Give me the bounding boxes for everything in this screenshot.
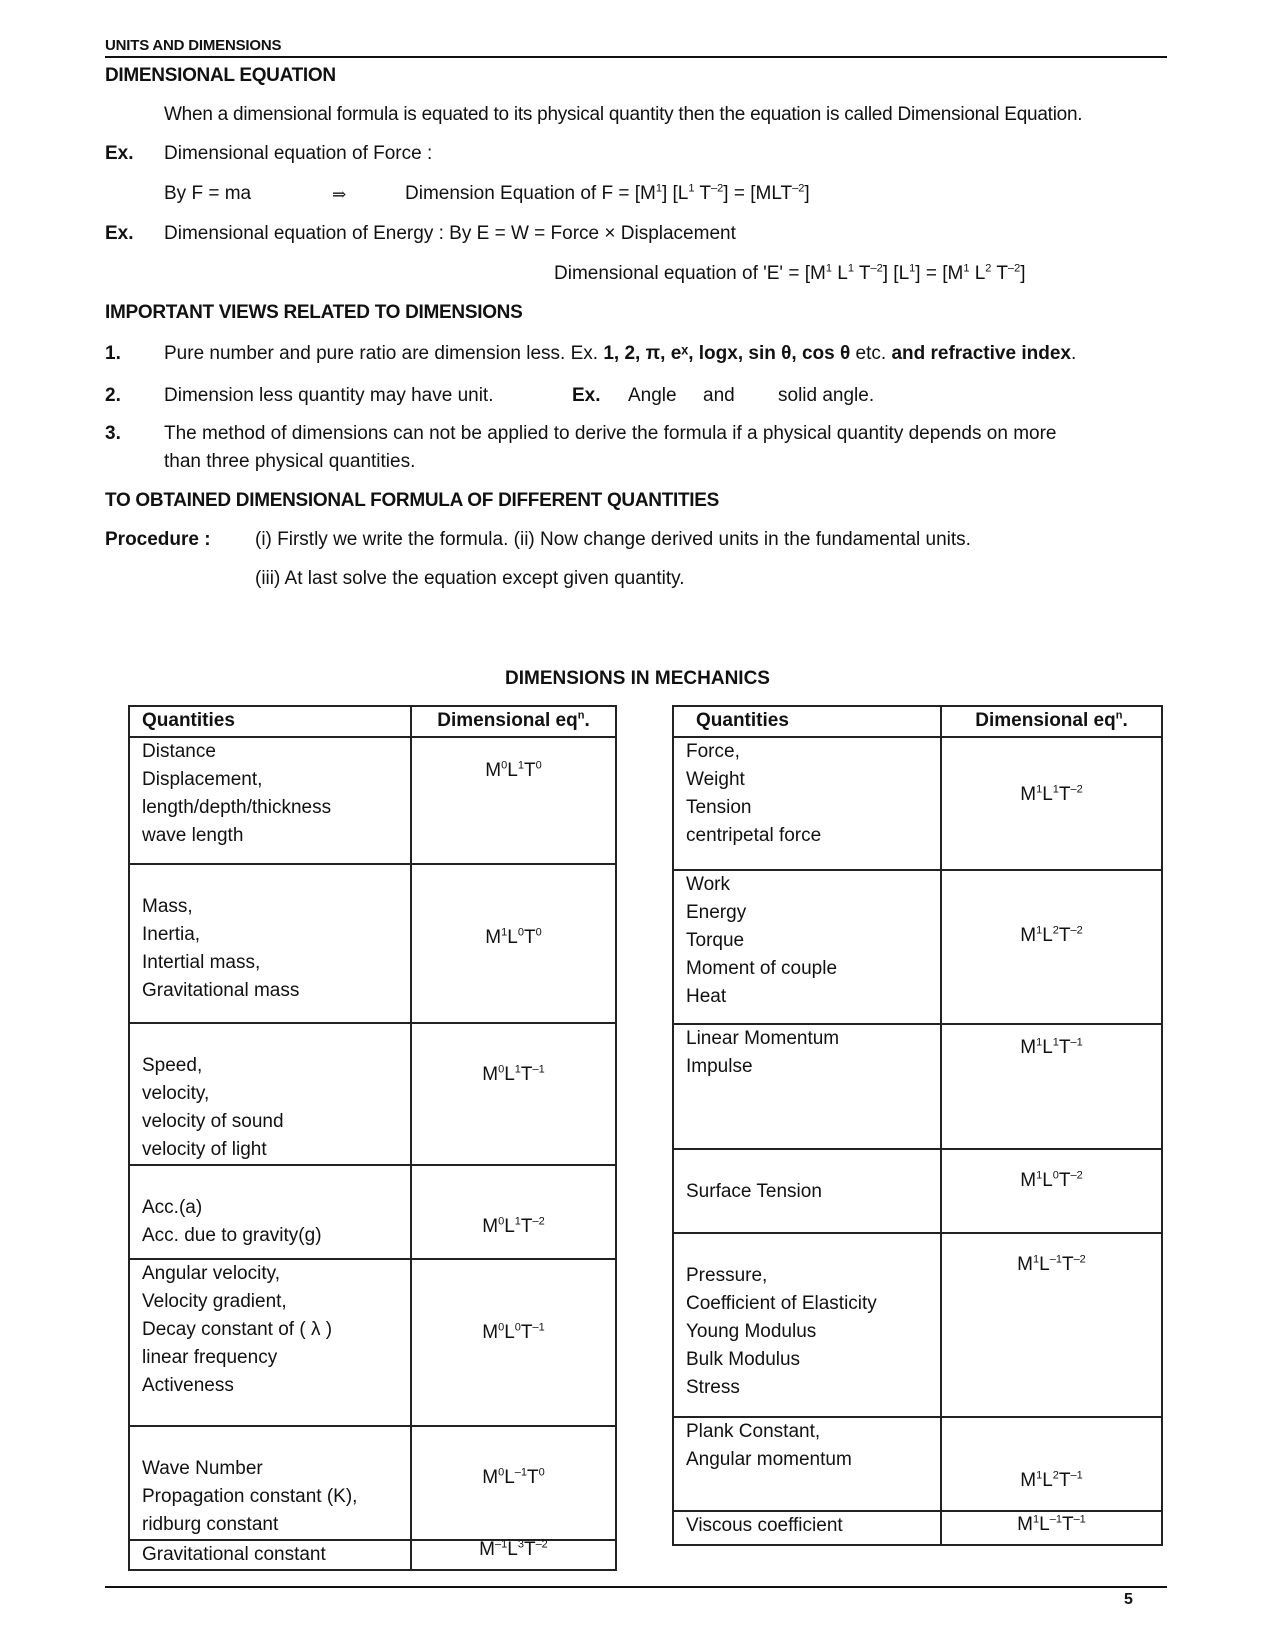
example-1-title: Dimensional equation of Force : <box>164 143 433 164</box>
list-number-1: 1. <box>105 343 121 364</box>
quantities-cell <box>673 870 941 1024</box>
example-label-1: Ex. <box>105 143 134 164</box>
exponent-l: 0 <box>1052 1169 1059 1182</box>
exponent-t: –2 <box>535 1538 548 1551</box>
exponent-l: –1 <box>1049 1253 1062 1266</box>
exponent-m: 0 <box>498 1321 505 1334</box>
quantities-cell <box>673 737 941 870</box>
quantity-name <box>142 1024 410 1052</box>
exponent-m: 0 <box>501 759 508 772</box>
section-heading-dimensional-equation: DIMENSIONAL EQUATION <box>105 65 336 86</box>
quantity-name: velocity of sound <box>142 1111 284 1132</box>
dimensional-formula: $M^1L^0T^0$ <box>485 926 542 948</box>
quantity-name: Surface Tension <box>686 1181 822 1202</box>
footer-rule <box>105 1586 1167 1588</box>
exponent-l: 1 <box>514 1063 521 1076</box>
dimensional-formula-cell <box>941 870 1162 1024</box>
table-row <box>129 1259 616 1426</box>
dimensional-formula-cell <box>411 1023 616 1165</box>
quantity-name: length/depth/thickness <box>142 797 332 818</box>
quantity-name: Angular velocity, <box>142 1263 280 1284</box>
exponent-t: –1 <box>1073 1513 1086 1526</box>
list-item-2-ex-label: Ex. <box>572 385 601 406</box>
running-header-title: UNITS AND DIMENSIONS <box>105 37 282 54</box>
quantity-name: Torque <box>686 930 745 951</box>
exponent-m: 1 <box>1036 1169 1043 1182</box>
exponent-m: 1 <box>1033 1253 1040 1266</box>
list-number-3: 3. <box>105 423 121 444</box>
exponent-m: 1 <box>1036 924 1043 937</box>
dimensional-formula-cell <box>941 1233 1162 1417</box>
section-heading-obtain-formula: TO OBTAINED DIMENSIONAL FORMULA OF DIFFERENT QUANTITIES <box>105 490 720 511</box>
quantity-name: Viscous coefficient <box>686 1515 843 1536</box>
column-header-dimensional-eq: Dimensional $eq^n$. <box>941 706 1162 737</box>
exponent-m: 1 <box>501 926 508 939</box>
list-item-1: Pure number and pure ratio are dimension less. Ex. 1, 2, π, eˣ, logx, sin θ, cos θ etc. and refractive index. <box>164 343 1077 364</box>
table-row <box>129 864 616 1023</box>
example-1-by: By F = ma <box>164 183 252 204</box>
example-label-2: Ex. <box>105 223 134 244</box>
quantity-name: ridburg constant <box>142 1514 279 1535</box>
exponent-l: 1 <box>1052 1036 1059 1049</box>
list-item-2-ex-solid-angle: solid angle. <box>778 385 875 406</box>
exponent-t: –2 <box>1070 1169 1083 1182</box>
dimensions-table-left <box>128 705 617 1571</box>
quantity-name <box>686 1150 940 1178</box>
exponent-t: –2 <box>532 1215 545 1228</box>
table-row <box>673 1511 1162 1545</box>
exponent-m: 1 <box>1036 1036 1043 1049</box>
dimensional-formula: $M^0L^1T^{-2}$ <box>482 1215 545 1237</box>
quantity-name: linear frequency <box>142 1347 278 1368</box>
dimensions-table-right <box>672 705 1163 1546</box>
definition-text: When a dimensional formula is equated to its physical quantity then the equation is called Dimensional Equation. <box>164 104 1083 125</box>
column-header-quantities: Quantities <box>129 706 411 737</box>
quantity-name: Velocity gradient, <box>142 1291 287 1312</box>
column-header-dimensional-eq: Dimensional $eq^n$. <box>411 706 616 737</box>
table-row <box>673 870 1162 1024</box>
quantity-name: Plank Constant, <box>686 1421 821 1442</box>
header-rule <box>105 56 1167 58</box>
quantity-name: wave length <box>142 825 244 846</box>
quantities-cell <box>129 1259 411 1426</box>
quantity-name: Impulse <box>686 1056 753 1077</box>
exponent-t: –1 <box>532 1063 545 1076</box>
quantity-name <box>142 1166 410 1194</box>
exponent-l: 0 <box>517 926 524 939</box>
list-item-2-ex-angle: Angle <box>628 385 677 406</box>
quantities-cell <box>673 1149 941 1233</box>
dimensional-formula-cell <box>941 737 1162 870</box>
table-row <box>673 1024 1162 1149</box>
quantity-name <box>142 865 410 893</box>
exponent-m: 0 <box>498 1063 505 1076</box>
quantities-cell <box>129 1165 411 1259</box>
list-item-3-line-2: than three physical quantities. <box>164 451 416 472</box>
quantity-name <box>142 1427 410 1455</box>
exponent-m: 0 <box>498 1466 505 1479</box>
quantities-cell <box>129 737 411 864</box>
quantities-cell <box>129 1426 411 1540</box>
list-item-2-ex-and: and <box>703 385 735 406</box>
list-item-3-line-1: The method of dimensions can not be applied to derive the formula if a physical quantity depends on more <box>164 423 1057 444</box>
column-header-quantities: Quantities <box>673 706 941 737</box>
quantities-cell <box>129 1540 411 1570</box>
table-row <box>129 1540 616 1570</box>
section-heading-important-views: IMPORTANT VIEWS RELATED TO DIMENSIONS <box>105 302 523 323</box>
dimensional-formula: $M^1L^{-1}T^{-2}$ <box>1017 1253 1086 1275</box>
dimensional-formula-cell <box>941 1024 1162 1149</box>
exponent-m: 1 <box>1033 1513 1040 1526</box>
dimensional-formula: $M^1L^0T^{-2}$ <box>1020 1169 1083 1191</box>
exponent-l: 3 <box>517 1538 524 1551</box>
example-1-equation: Dimension Equation of $F = [M^1]$ [$L^1$ $T^{-2}] = [MLT^{-2}]$ <box>405 182 810 204</box>
quantity-name: Mass, <box>142 896 193 917</box>
quantity-name: Propagation constant (K), <box>142 1486 358 1507</box>
dimensional-formula: $M^0L^{-1}T^0$ <box>482 1466 545 1488</box>
exponent-t: –1 <box>1070 1469 1083 1482</box>
quantity-name: Acc. due to gravity(g) <box>142 1225 322 1246</box>
table-row <box>673 737 1162 870</box>
quantity-name <box>686 1234 940 1262</box>
quantity-name: Gravitational mass <box>142 980 300 1001</box>
quantity-name: Activeness <box>142 1375 234 1396</box>
exponent-m: 0 <box>498 1215 505 1228</box>
dimensional-formula-cell <box>411 864 616 1023</box>
exponent-l: 1 <box>1052 783 1059 796</box>
implies-arrow-icon: ⇒ <box>332 185 347 205</box>
table-row <box>673 1149 1162 1233</box>
quantity-name: centripetal force <box>686 825 822 846</box>
quantity-name: Tension <box>686 797 752 818</box>
dimensional-formula: $M^1L^2T^{-1}$ <box>1020 1469 1083 1491</box>
quantity-name: Bulk Modulus <box>686 1349 801 1370</box>
table-title: DIMENSIONS IN MECHANICS <box>505 668 770 689</box>
exponent-m: –1 <box>495 1538 508 1551</box>
quantity-name: Decay constant of ( λ ) <box>142 1319 333 1340</box>
quantity-name: Angular momentum <box>686 1449 852 1470</box>
dimensional-formula-cell <box>411 1165 616 1259</box>
quantity-name: Intertial mass, <box>142 952 261 973</box>
quantity-name: Energy <box>686 902 747 923</box>
quantity-name: Heat <box>686 986 727 1007</box>
table-row <box>673 1417 1162 1511</box>
dimensional-formula: $M^1L^{-1}T^{-1}$ <box>1017 1513 1086 1535</box>
quantities-cell <box>673 1233 941 1417</box>
quantity-name: Force, <box>686 741 740 762</box>
quantity-name: Stress <box>686 1377 740 1398</box>
example-2-title: Dimensional equation of Energy : By E = W = Force × Displacement <box>164 223 736 244</box>
exponent-t: 0 <box>535 759 542 772</box>
page-number: 5 <box>1124 1591 1133 1608</box>
quantity-name: Inertia, <box>142 924 201 945</box>
procedure-step-line-2: (iii) At last solve the equation except given quantity. <box>255 568 685 589</box>
list-number-2: 2. <box>105 385 121 406</box>
table-header-row <box>129 706 616 737</box>
quantity-name: Pressure, <box>686 1265 768 1286</box>
dimensional-formula-cell <box>941 1417 1162 1511</box>
quantity-name: Gravitational constant <box>142 1544 326 1565</box>
quantity-name: Coefficient of Elasticity <box>686 1293 877 1314</box>
table-header-row <box>673 706 1162 737</box>
quantity-name: Speed, <box>142 1055 203 1076</box>
exponent-l: 2 <box>1052 1469 1059 1482</box>
exponent-t: –1 <box>532 1321 545 1334</box>
exponent-l: 2 <box>1052 924 1059 937</box>
dimensional-formula: $M^1L^2T^{-2}$ <box>1020 924 1083 946</box>
dimensional-formula-cell <box>411 1426 616 1540</box>
example-2-equation: Dimensional equation of '$E' = [M^1$ $L^1$ $T^{-2}$] $[L^1] = [M^1$ $L^2$ $T^{-2}$] <box>554 262 1026 284</box>
dimensional-formula: $M^1L^1T^{-1}$ <box>1020 1036 1083 1058</box>
exponent-t: 0 <box>535 926 542 939</box>
exponent-t: 0 <box>538 1466 545 1479</box>
quantity-name: Moment of couple <box>686 958 838 979</box>
exponent-t: –2 <box>1070 783 1083 796</box>
exponent-m: 1 <box>1036 1469 1043 1482</box>
table-row <box>673 1233 1162 1417</box>
procedure-label: Procedure : <box>105 529 211 550</box>
quantities-cell <box>129 1023 411 1165</box>
table-row <box>129 737 616 864</box>
list-item-2-text: Dimension less quantity may have unit. <box>164 385 494 406</box>
dimensional-formula-cell <box>411 737 616 864</box>
quantities-cell <box>129 864 411 1023</box>
exponent-l: 1 <box>517 759 524 772</box>
quantity-name: Acc.(a) <box>142 1197 203 1218</box>
exponent-t: –1 <box>1070 1036 1083 1049</box>
table-row <box>129 1023 616 1165</box>
dimensional-formula: $M^0L^1T^0$ <box>485 759 542 781</box>
exponent-l: –1 <box>1049 1513 1062 1526</box>
quantity-name: Wave Number <box>142 1458 263 1479</box>
quantity-name: Displacement, <box>142 769 263 790</box>
dimensional-formula: $M^1L^1T^{-2}$ <box>1020 783 1083 805</box>
exponent-m: 1 <box>1036 783 1043 796</box>
quantity-name: velocity of light <box>142 1139 267 1160</box>
exponent-t: –2 <box>1073 1253 1086 1266</box>
dimensional-formula-cell <box>941 1511 1162 1545</box>
procedure-step-line-1: (i) Firstly we write the formula. (ii) Now change derived units in the fundamental units. <box>255 529 971 550</box>
quantity-name: Young Modulus <box>686 1321 817 1342</box>
dimensional-formula: $M^{-1}L^3T^{-2}$ <box>479 1538 548 1560</box>
exponent-t: –2 <box>1070 924 1083 937</box>
dimensional-formula-cell <box>411 1540 616 1570</box>
quantities-cell <box>673 1024 941 1149</box>
quantity-name: Linear Momentum <box>686 1028 840 1049</box>
dimensional-formula: $M^0L^0T^{-1}$ <box>482 1321 545 1343</box>
quantities-cell <box>673 1511 941 1545</box>
quantity-name: Work <box>686 874 730 895</box>
quantity-name: velocity, <box>142 1083 210 1104</box>
exponent-l: 0 <box>514 1321 521 1334</box>
quantity-name: Weight <box>686 769 745 790</box>
dimensional-formula-cell <box>411 1259 616 1426</box>
dimensional-formula-cell <box>941 1149 1162 1233</box>
dimensional-formula: $M^0L^1T^{-1}$ <box>482 1063 545 1085</box>
quantity-name: Distance <box>142 741 216 762</box>
table-row <box>129 1165 616 1259</box>
exponent-l: –1 <box>514 1466 528 1479</box>
exponent-l: 1 <box>514 1215 521 1228</box>
quantities-cell <box>673 1417 941 1511</box>
table-row <box>129 1426 616 1540</box>
